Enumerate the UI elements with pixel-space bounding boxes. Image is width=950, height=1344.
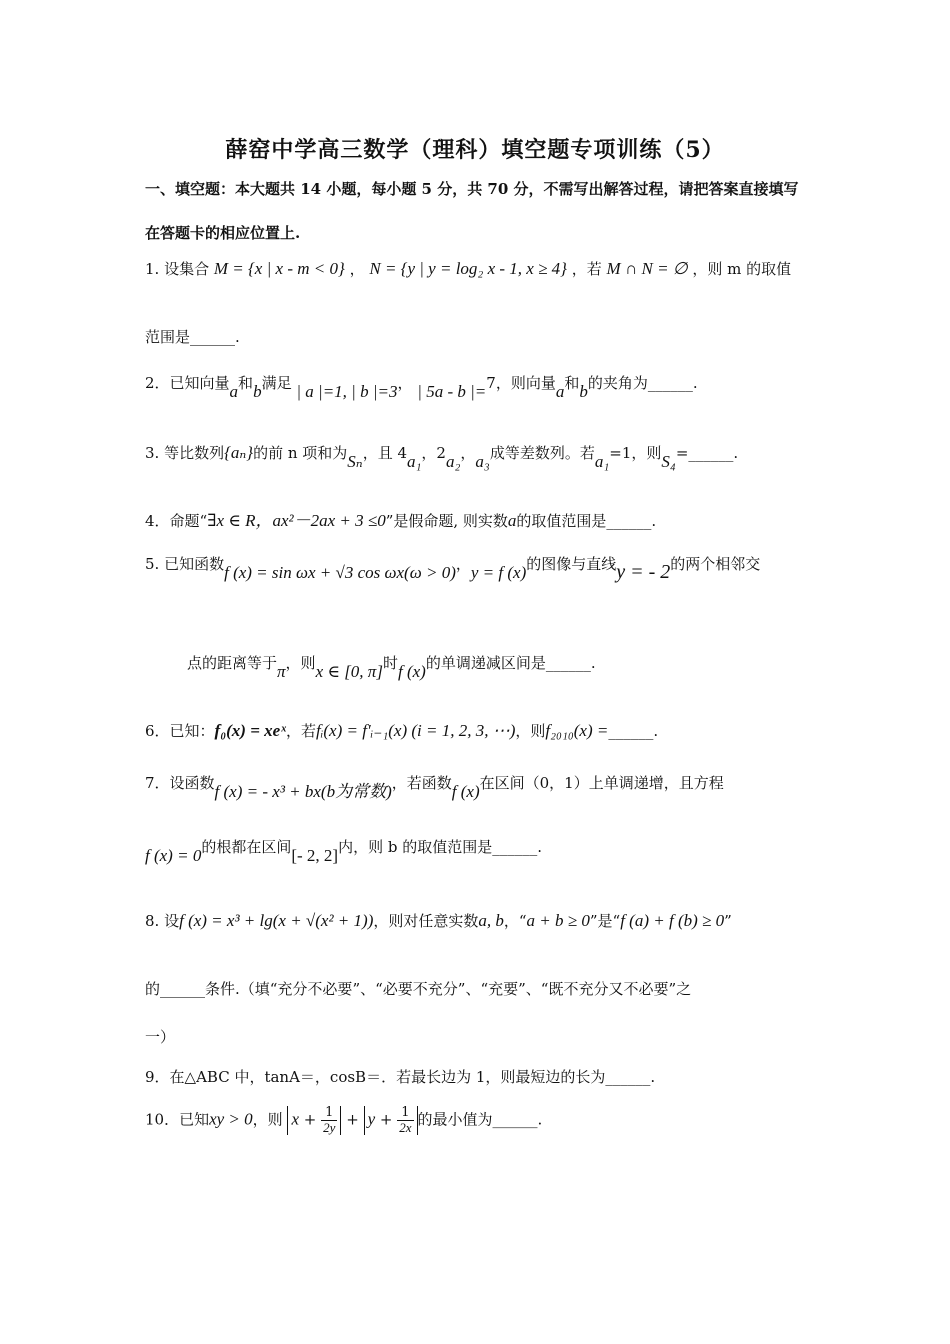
q8-text-a: 8. 设	[145, 912, 180, 930]
q1-text-a: 1. 设集合	[145, 260, 210, 278]
q5-text-a: 5. 已知函数	[145, 555, 225, 573]
question-7-cont	[145, 836, 542, 865]
q2-text-a: 2．已知向量	[145, 374, 230, 392]
q10-plus-mid: +	[346, 1110, 359, 1129]
q2-text-d: 7，则向量	[486, 374, 556, 392]
q8-function: f (x) = x³ + lg(x + √(x² + 1))	[179, 911, 374, 930]
q10-abs-1	[287, 1106, 341, 1135]
question-8-cont: 的______条件.（填“充分不必要”、“必要不充分”、“充要”、“既不充分又不必要”之	[145, 980, 692, 998]
q6-text-a: 6．已知：	[145, 722, 215, 740]
question-5	[145, 552, 761, 583]
question-4	[145, 506, 656, 531]
q2-text-c: ，	[397, 374, 413, 392]
q10-text-c: 的最小值为______.	[417, 1110, 543, 1129]
q7-text-b: ，若函数	[391, 774, 452, 792]
q10-plus-1: +	[303, 1110, 317, 1129]
q3-sn: Sₙ	[347, 452, 363, 471]
q2-and-2: 和	[564, 374, 580, 392]
question-2	[145, 372, 698, 401]
q6-f2010: f₂₀₁₀(x) =	[545, 721, 609, 740]
q7-equation: f (x) = 0	[145, 846, 202, 865]
q10-condition: xy > 0	[209, 1109, 253, 1129]
q3-a1: a₁	[407, 452, 422, 471]
q7-text-e: 内，则 b 的取值范围是______.	[338, 838, 542, 856]
q5-text-c: 的图像与直线	[526, 555, 617, 573]
q10-frac-1-num: 1	[321, 1106, 337, 1121]
q8-condition-1: a + b ≥ 0	[526, 911, 590, 930]
q3-text-d: ，2	[421, 444, 446, 462]
q5-text-h: 的单调递减区间是______.	[425, 654, 596, 672]
q2-vector-b2: b	[579, 382, 588, 401]
q8-ab: a, b	[478, 911, 504, 930]
q6-text-d: ______.	[608, 722, 659, 740]
q10-text-b: ，则	[252, 1110, 283, 1129]
q8-text-d: ”是“	[589, 912, 621, 930]
q10-abs-2	[364, 1106, 418, 1135]
q3-text-c: ，且 4	[362, 444, 407, 462]
question-3	[145, 442, 739, 471]
q1-condition: M ∩ N = ∅	[606, 259, 688, 278]
q4-text-c: 的取值范围是______.	[516, 512, 657, 530]
q1-text-e: ，则 m 的取值	[692, 260, 792, 278]
q1-set-m: M = {x | x - m < 0}	[213, 259, 345, 278]
q3-text-g: =1，则	[609, 444, 662, 462]
question-8	[145, 910, 732, 931]
question-1-cont: 范围是______.	[145, 328, 240, 346]
q10-plus-2: +	[379, 1110, 393, 1129]
q5-domain: x ∈ [0, π]	[315, 662, 383, 681]
q10-frac-1	[321, 1106, 337, 1135]
q4-text-b: ”是假命题, 则实数	[385, 512, 508, 530]
q7-text-d: 的根都在区间	[201, 838, 292, 856]
question-9: 9．在△ABC 中，tanA＝，cosB＝．若最长边为 1，则最短边的长为______.	[145, 1068, 656, 1086]
q2-vector-a2: a	[555, 382, 565, 401]
q10-frac-1-den: 2y	[323, 1120, 336, 1135]
q10-frac-2	[397, 1106, 413, 1135]
q6-f0: f₀(x) = xeˣ	[214, 721, 286, 740]
q10-x: x	[291, 1109, 299, 1129]
q5-text-b: ，	[455, 555, 471, 573]
q7-function: f (x) = - x³ + bx(b为常数)	[214, 782, 392, 801]
q3-a3: a₃	[475, 452, 490, 471]
page-title: 薛窑中学高三数学（理科）填空题专项训练（5）	[225, 137, 725, 163]
section-header: 一、填空题：本大题共 14 小题，每小题 5 分，共 70 分，不需写出解答过程，请把答案直接填写	[145, 180, 799, 198]
q5-text-e: 点的距离等于	[187, 654, 278, 672]
q5-fx: f (x)	[397, 662, 426, 681]
q6-text-c: ，则	[515, 722, 546, 740]
q8-text-e: ”	[724, 912, 732, 930]
q3-text-b: 的前 n 项和为	[253, 444, 348, 462]
q10-y: y	[367, 1109, 376, 1129]
question-1	[145, 258, 791, 279]
q3-sequence: {aₙ}	[224, 443, 254, 462]
q4-variable: a	[507, 511, 517, 530]
q4-expression: ∃x ∈ R，ax²－2ax + 3 ≤0	[207, 511, 386, 530]
q5-text-g: 时	[382, 654, 398, 672]
q7-fx: f (x)	[451, 782, 480, 801]
q5-function: f (x) = sin ωx + √3 cos ωx(ω > 0)	[224, 563, 456, 582]
q4-text-a: 4．命题“	[145, 512, 208, 530]
q3-text-e: ，	[460, 444, 476, 462]
q10-frac-2-den: 2x	[399, 1120, 412, 1135]
question-8-cont-2: 一）	[145, 1028, 176, 1046]
q2-and-1: 和	[238, 374, 254, 392]
q7-interval: [- 2, 2]	[291, 846, 339, 865]
q3-s4: S₄	[661, 452, 676, 471]
q5-line: y = - 2	[616, 561, 671, 583]
q1-text-d: ，若	[571, 260, 602, 278]
section-header-cont: 在答题卡的相应位置上.	[145, 224, 301, 242]
q1-set-n: N = {y | y = log₂ x - 1, x ≥ 4}	[369, 259, 567, 278]
question-6	[145, 720, 658, 741]
q2-text-b: 满足	[261, 374, 292, 392]
q3-a2: a₂	[445, 452, 461, 471]
q5-y-fx: y = f (x)	[470, 563, 527, 582]
q5-text-d: 的两个相邻交	[670, 555, 761, 573]
q2-text-e: 的夹角为______.	[587, 374, 698, 392]
q6-recursion: fᵢ(x) = f′ᵢ₋₁(x) (i = 1, 2, 3, ⋯)	[315, 721, 516, 740]
q5-text-f: ，则	[285, 654, 316, 672]
q7-text-c: 在区间（0，1）上单调递增，且方程	[479, 774, 724, 792]
q3-text-a: 3. 等比数列	[145, 444, 225, 462]
q8-text-b: ，则对任意实数	[373, 912, 479, 930]
q1-text-c: ，	[349, 260, 365, 278]
q2-condition-2: | 5a - b |=	[417, 382, 487, 401]
q8-text-c: ，“	[503, 912, 527, 930]
q7-text-a: 7．设函数	[145, 774, 215, 792]
q3-text-h: =______.	[675, 444, 739, 462]
q3-text-f: 成等差数列。若	[489, 444, 595, 462]
q5-pi: π	[277, 662, 286, 681]
q10-frac-2-num: 1	[397, 1106, 413, 1121]
q10-text-a: 10．已知	[145, 1110, 210, 1129]
question-7	[145, 768, 724, 801]
q6-text-b: ，若	[285, 722, 316, 740]
question-10	[145, 1106, 542, 1135]
q2-vector-b: b	[253, 382, 262, 401]
question-5-cont	[187, 652, 596, 681]
q2-vector-a: a	[229, 382, 239, 401]
q8-condition-2: f (a) + f (b) ≥ 0	[620, 911, 725, 930]
q2-condition-1: | a |=1, | b |=3	[296, 382, 398, 401]
q3-a1b: a₁	[594, 452, 610, 471]
